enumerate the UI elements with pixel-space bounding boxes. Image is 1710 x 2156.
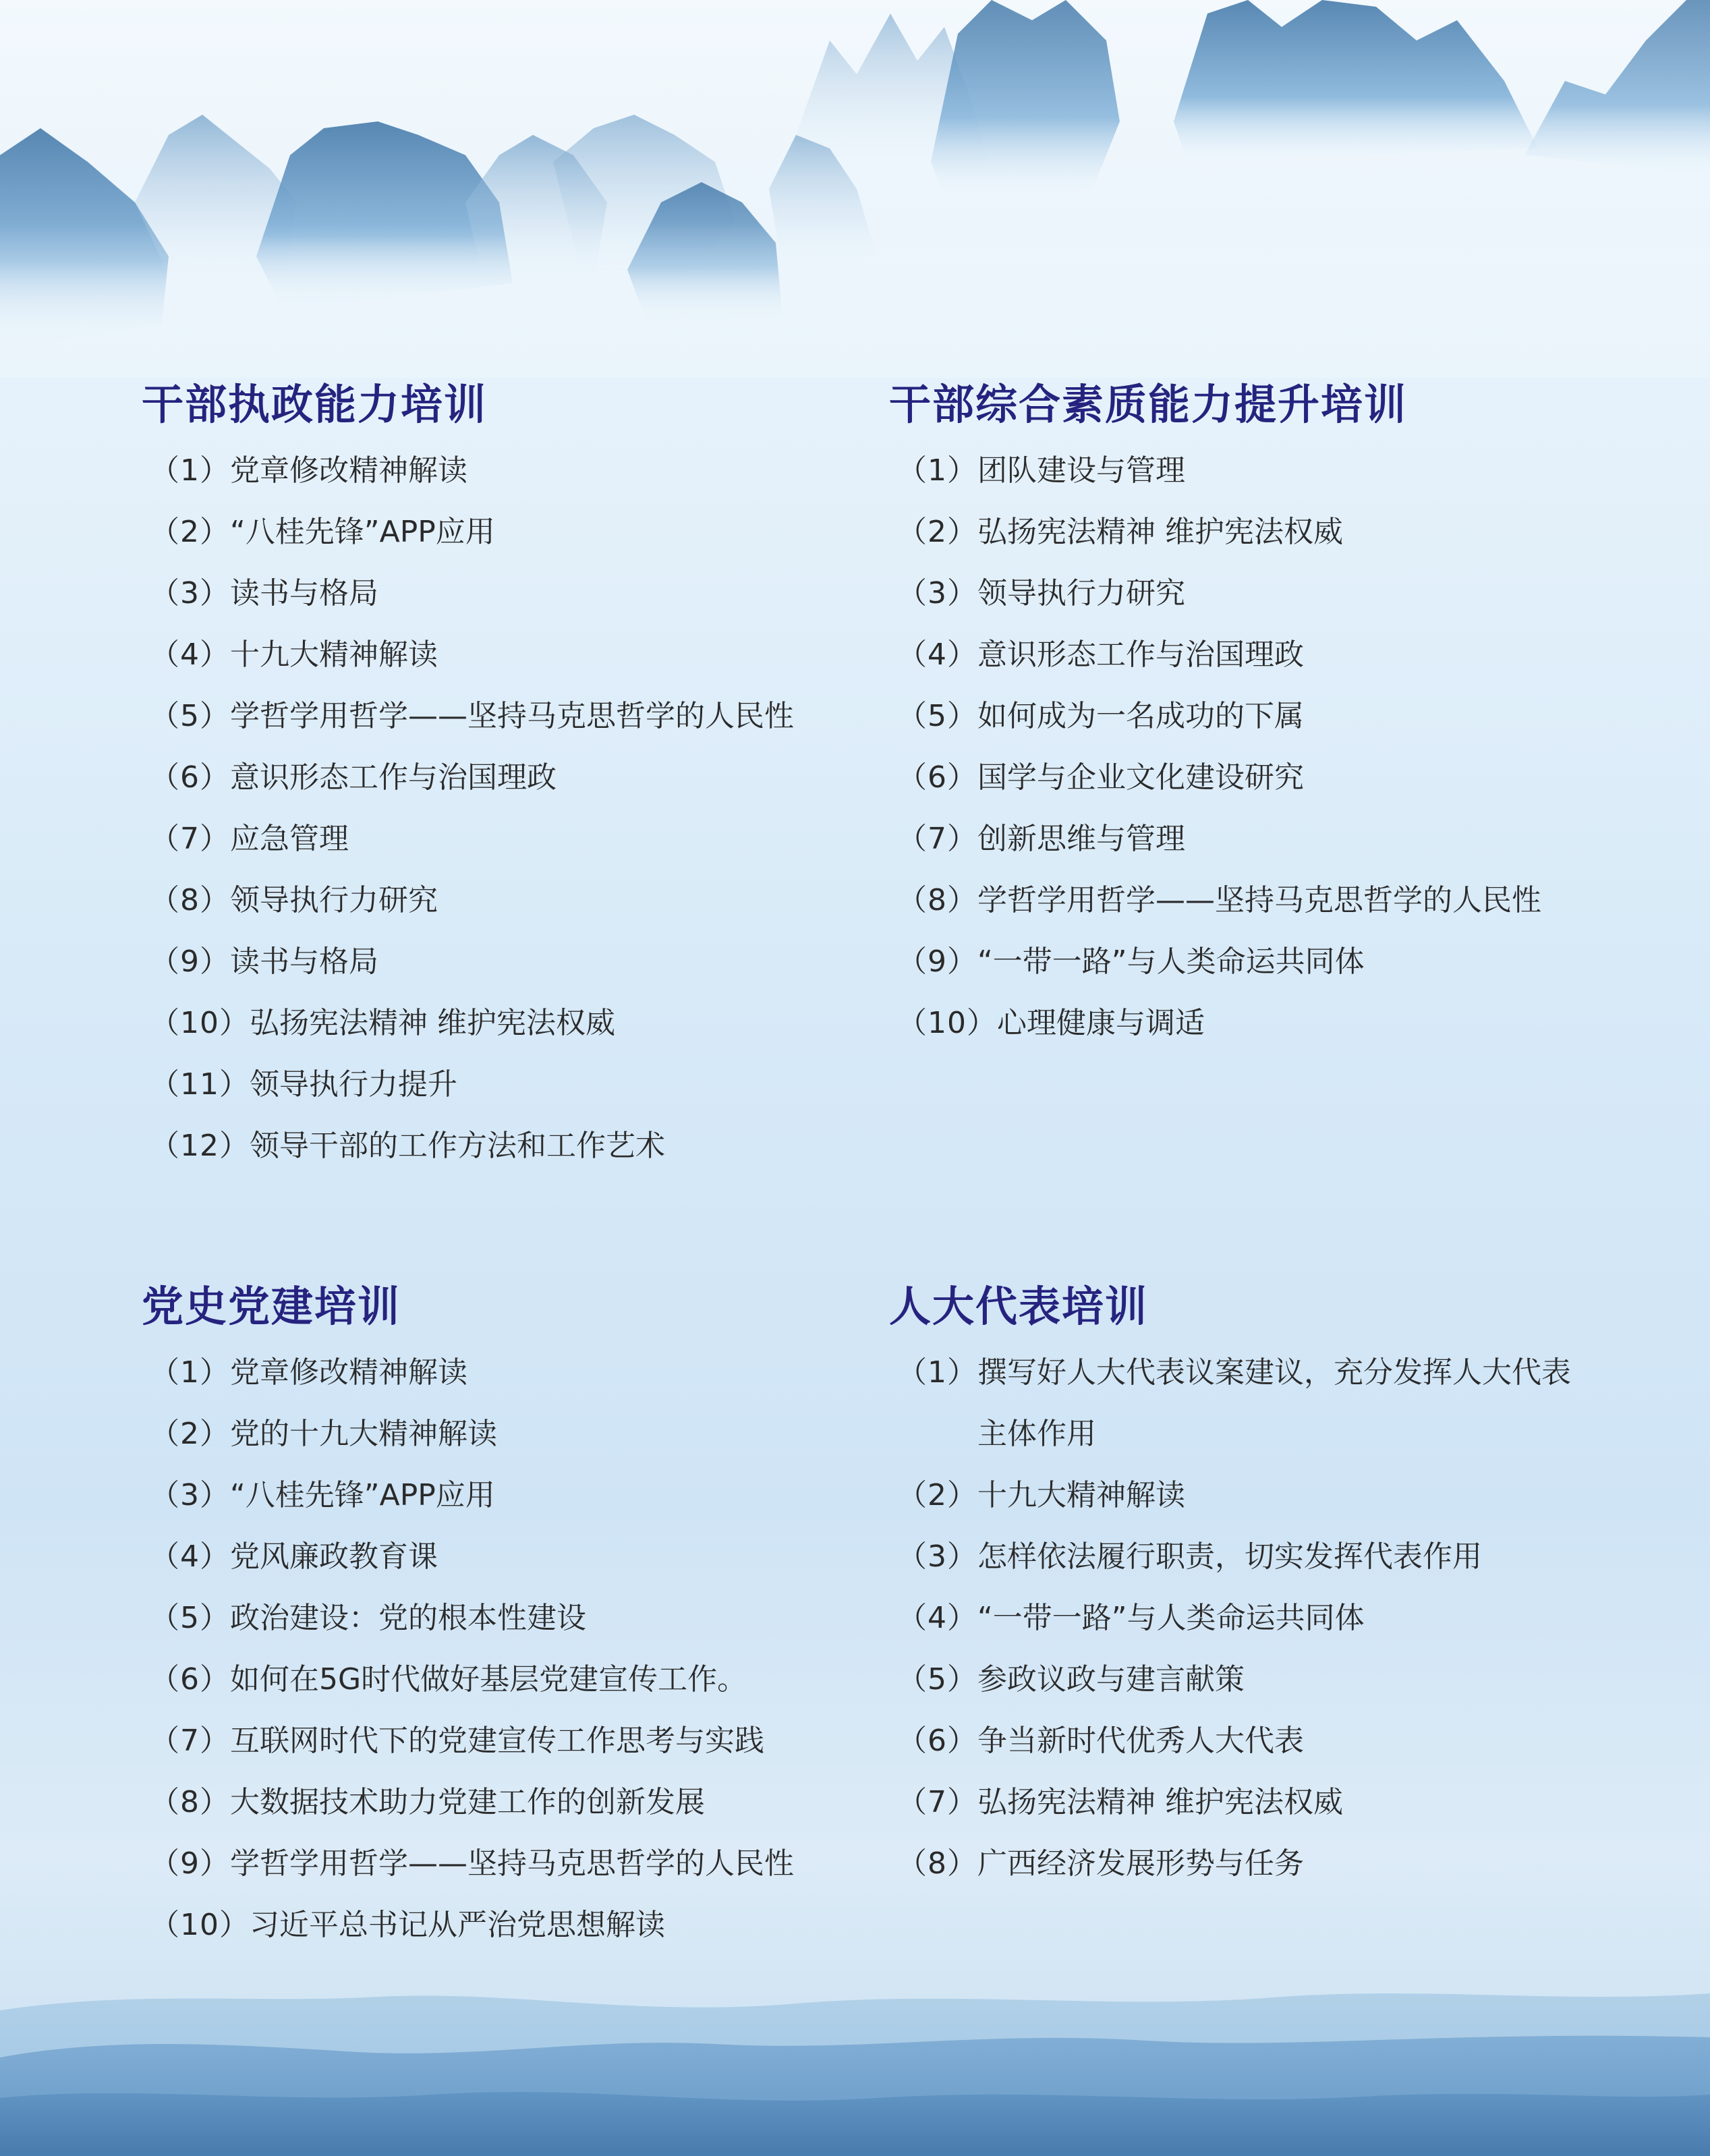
item-number: （3） [150, 576, 230, 611]
list-item [897, 1342, 1631, 1465]
section-npc-deputy-training [889, 1280, 1631, 1894]
list-item [150, 685, 850, 747]
item-text: 领导执行力研究 [230, 883, 438, 917]
list-item [150, 1649, 850, 1710]
item-number: （9） [150, 944, 230, 979]
list-item [150, 1054, 850, 1115]
item-text: 党章修改精神解读 [230, 453, 467, 488]
list-item [897, 685, 1631, 747]
item-text: 学哲学用哲学——坚持马克思哲学的人民性 [230, 1846, 794, 1881]
course-list [142, 1342, 850, 1956]
list-item [150, 501, 850, 563]
item-number: （6） [150, 760, 230, 795]
list-item [150, 1833, 850, 1894]
list-item [150, 624, 850, 685]
item-text: 创新思维与管理 [977, 822, 1185, 856]
item-number: （6） [150, 1662, 230, 1697]
section-title: 人大代表培训 [889, 1282, 1149, 1331]
item-text: 十九大精神解读 [230, 637, 438, 672]
list-item [150, 1710, 850, 1771]
list-item [150, 808, 850, 870]
list-item [897, 1710, 1631, 1771]
item-text: 党风廉政教育课 [230, 1539, 438, 1574]
item-text: 团队建设与管理 [977, 453, 1185, 488]
item-number: （3） [150, 1478, 230, 1512]
item-text: 读书与格局 [230, 944, 378, 979]
list-item [897, 1649, 1631, 1710]
item-text: 政治建设：党的根本性建设 [230, 1601, 586, 1635]
item-text: 弘扬宪法精神 维护宪法权威 [250, 1006, 615, 1040]
section-title: 党史党建培训 [142, 1282, 401, 1331]
item-text: 如何在5G时代做好基层党建宣传工作。 [230, 1662, 747, 1697]
item-text: “一带一路”与人类命运共同体 [977, 1601, 1365, 1635]
list-item [897, 747, 1631, 808]
section-title: 干部综合素质能力提升培训 [889, 380, 1408, 429]
list-item [150, 992, 850, 1054]
item-number: （5） [150, 1601, 230, 1635]
item-number: （4） [897, 1601, 977, 1635]
list-item [897, 624, 1631, 685]
section-cadre-quality-training [889, 378, 1631, 1054]
item-number: （7） [897, 822, 977, 856]
item-text: “八桂先锋”APP应用 [230, 1478, 495, 1512]
item-text: 大数据技术助力党建工作的创新发展 [230, 1785, 705, 1819]
item-text: 互联网时代下的党建宣传工作思考与实践 [230, 1724, 764, 1758]
item-number: （11） [150, 1067, 250, 1102]
list-item [150, 1526, 850, 1587]
section-party-history-training [142, 1280, 850, 1956]
course-list [889, 440, 1631, 1054]
item-number: （4） [897, 637, 977, 672]
item-text: 学哲学用哲学——坚持马克思哲学的人民性 [230, 699, 794, 733]
list-item [150, 1894, 850, 1956]
item-text: 弘扬宪法精神 维护宪法权威 [977, 515, 1343, 549]
item-text: 广西经济发展形势与任务 [977, 1846, 1304, 1881]
list-item [897, 1526, 1631, 1587]
item-number: （8） [897, 883, 977, 917]
section-title: 干部执政能力培训 [142, 380, 488, 429]
list-item [897, 1771, 1631, 1833]
item-number: （7） [150, 1724, 230, 1758]
list-item [150, 440, 850, 501]
item-text: 十九大精神解读 [977, 1478, 1185, 1512]
list-item [150, 563, 850, 624]
item-number: （6） [897, 1724, 977, 1758]
item-number: （5） [150, 699, 230, 733]
item-text: 党的十九大精神解读 [230, 1417, 497, 1451]
item-text: 争当新时代优秀人大代表 [977, 1724, 1304, 1758]
item-text: 国学与企业文化建设研究 [977, 760, 1304, 795]
list-item [150, 1342, 850, 1403]
item-text: 领导干部的工作方法和工作艺术 [250, 1129, 665, 1163]
item-text: 怎样依法履行职责，切实发挥代表作用 [977, 1539, 1482, 1574]
item-number: （10） [150, 1908, 250, 1942]
item-number: （1） [150, 453, 230, 488]
item-text: 读书与格局 [230, 576, 378, 611]
item-number: （8） [897, 1846, 977, 1881]
item-text: 意识形态工作与治国理政 [230, 760, 557, 795]
list-item [150, 747, 850, 808]
list-item [150, 1587, 850, 1649]
list-item [150, 1771, 850, 1833]
course-list [889, 1342, 1631, 1894]
item-number: （3） [897, 576, 977, 611]
item-text: 意识形态工作与治国理政 [977, 637, 1304, 672]
mountain-peaks-illustration [0, 0, 1710, 378]
item-text: “八桂先锋”APP应用 [230, 515, 495, 549]
list-item [897, 870, 1631, 931]
item-number: （6） [897, 760, 977, 795]
item-number: （2） [897, 515, 977, 549]
list-item [897, 1587, 1631, 1649]
mountain-ridges-illustration [0, 1929, 1710, 2156]
list-item [150, 1465, 850, 1526]
list-item [150, 1115, 850, 1176]
list-item [150, 1403, 850, 1465]
list-item [897, 931, 1631, 992]
item-number: （1） [897, 453, 977, 488]
item-number: （3） [897, 1539, 977, 1574]
course-list [142, 440, 850, 1176]
list-item [150, 931, 850, 992]
item-text: “一带一路”与人类命运共同体 [977, 944, 1365, 979]
list-item [897, 440, 1631, 501]
list-item [150, 870, 850, 931]
item-text: 如何成为一名成功的下属 [977, 699, 1304, 733]
item-text: 弘扬宪法精神 维护宪法权威 [977, 1785, 1343, 1819]
item-number: （9） [897, 944, 977, 979]
item-number: （2） [150, 515, 230, 549]
item-number: （12） [150, 1129, 250, 1163]
item-text: 学哲学用哲学——坚持马克思哲学的人民性 [977, 883, 1541, 917]
item-text: 撰写好人大代表议案建议，充分发挥人大代表主体作用 [977, 1355, 1571, 1451]
item-number: （10） [150, 1006, 250, 1040]
item-text: 习近平总书记从严治党思想解读 [250, 1908, 665, 1942]
item-number: （2） [150, 1417, 230, 1451]
list-item [897, 563, 1631, 624]
item-text: 应急管理 [230, 822, 349, 856]
list-item [897, 501, 1631, 563]
list-item [897, 992, 1631, 1054]
item-number: （10） [897, 1006, 997, 1040]
list-item [897, 808, 1631, 870]
section-cadre-governance-training [142, 378, 850, 1176]
item-number: （8） [150, 883, 230, 917]
list-item [897, 1833, 1631, 1894]
item-text: 党章修改精神解读 [230, 1355, 467, 1390]
item-text: 心理健康与调适 [997, 1006, 1205, 1040]
item-number: （4） [150, 637, 230, 672]
item-number: （2） [897, 1478, 977, 1512]
item-number: （5） [897, 1662, 977, 1697]
item-number: （1） [150, 1355, 230, 1390]
item-number: （9） [150, 1846, 230, 1881]
item-number: （1） [897, 1355, 977, 1390]
item-number: （7） [897, 1785, 977, 1819]
item-text: 领导执行力提升 [250, 1067, 457, 1102]
item-number: （7） [150, 822, 230, 856]
item-number: （5） [897, 699, 977, 733]
item-text: 参政议政与建言献策 [977, 1662, 1245, 1697]
item-number: （4） [150, 1539, 230, 1574]
item-number: （8） [150, 1785, 230, 1819]
item-text: 领导执行力研究 [977, 576, 1185, 611]
list-item [897, 1465, 1631, 1526]
